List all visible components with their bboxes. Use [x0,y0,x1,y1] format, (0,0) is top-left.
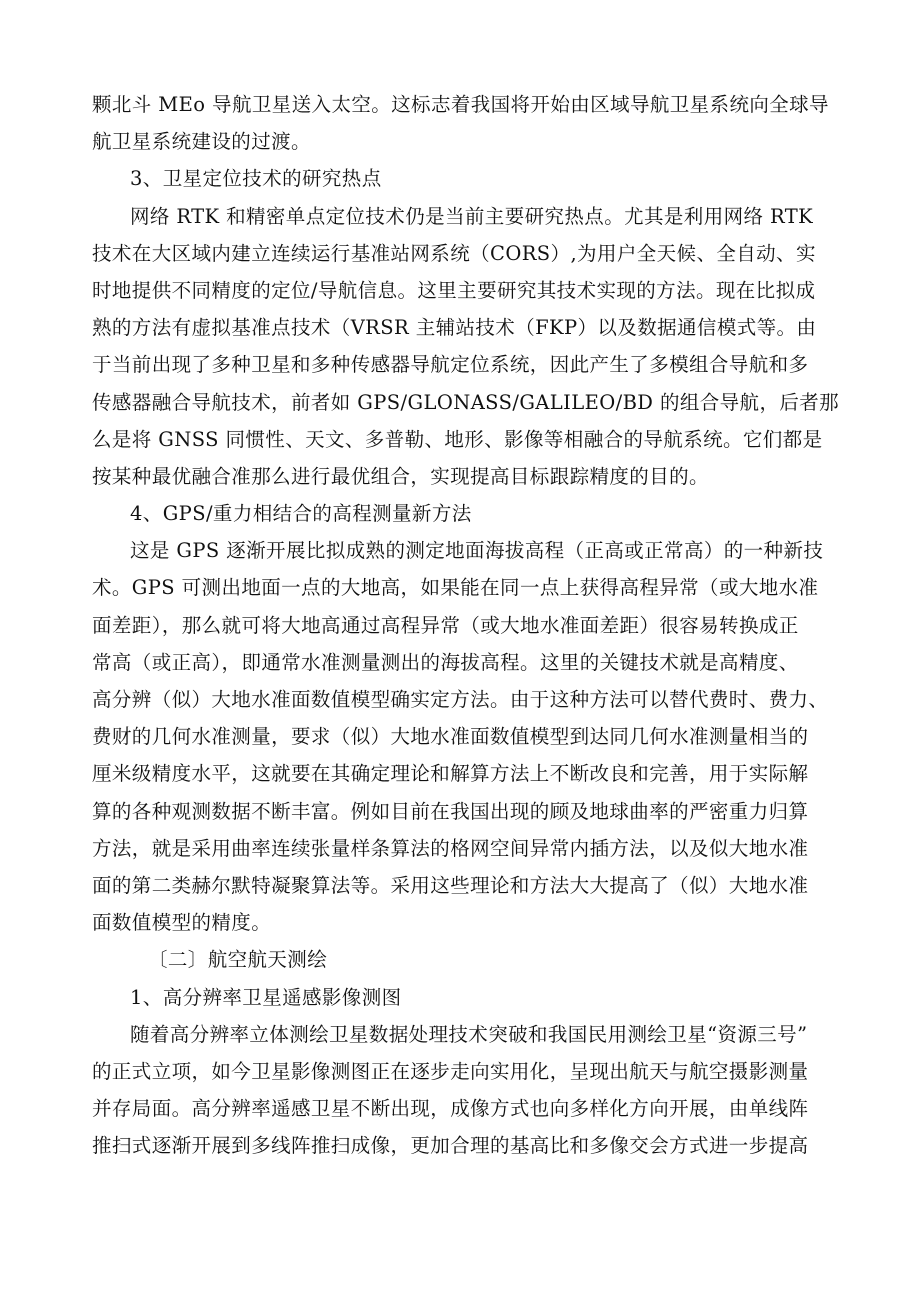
text-line: 算的各种观测数据不断丰富。例如目前在我国出现的顾及地球曲率的严密重力归算 [92,799,809,823]
section-heading: 3、卫星定位技术的研究热点 [130,167,382,191]
text-line: 传感器融合导航技术，前者如 GPS/GLONASS/GALILEO/BD 的组合导航，后者那 [92,390,840,414]
text-line: 按某种最优融合准那么进行最优组合，实现提高目标跟踪精度的目的。 [92,464,709,488]
text-line: 高分辨（似）大地水准面数值模型确实定方法。由于这种方法可以替代费时、费力、 [92,688,829,711]
paragraph-first-line: 这是 GPS 逐渐开展比拟成熟的测定地面海拔高程（正高或正常高）的一种新技 [130,539,824,563]
text-line: 的正式立项，如今卫星影像测图正在逐步走向实用化，呈现出航天与航空摄影测量 [92,1059,809,1083]
text-line: 面差距），那么就可将大地高通过高程异常（或大地水准面差距）很容易转换成正 [92,613,799,637]
text-line: 时地提供不同精度的定位/导航信息。这里主要研究其技术实现的方法。现在比拟成 [92,278,816,302]
text-line: 方法，就是采用曲率连续张量样条算法的格网空间异常内插方法，以及似大地水准 [92,836,809,860]
text-line: 么是将 GNSS 同惯性、天文、多普勒、地形、影像等相融合的导航系统。它们都是 [92,427,823,451]
text-line: 术。GPS 可测出地面一点的大地高，如果能在同一点上获得高程异常（或大地水准 [92,576,819,600]
chapter-heading: 〔二〕航空航天测绘 [148,948,328,972]
text-line: 推扫式逐渐开展到多线阵推扫成像，更加合理的基高比和多像交会方式进一步提高 [92,1134,809,1158]
text-line: 航卫星系统建设的过渡。 [92,130,311,154]
section-heading: 4、GPS/重力相结合的高程测量新方法 [130,502,472,526]
text-line: 熟的方法有虚拟基准点技术（VRSR 主辅站技术（FKP）以及数据通信模式等。由 [92,316,817,340]
paragraph-first-line: 网络 RTK 和精密单点定位技术仍是当前主要研究热点。尤其是利用网络 RTK [130,204,814,228]
text-line: 厘米级精度水平，这就要在其确定理论和解算方法上不断改良和完善，用于实际解 [92,762,809,786]
document-body [92,86,840,1164]
text-line: 面数值模型的精度。 [92,911,272,935]
text-line: 颗北斗 MEo 导航卫星送入太空。这标志着我国将开始由区域导航卫星系统向全球导 [92,93,829,116]
text-line: 技术在大区域内建立连续运行基准站网系统（CORS）,为用户全天候、全自动、实 [92,241,816,265]
text-line: 费财的几何水准测量，要求（似）大地水准面数值模型到达同几何水准测量相当的 [92,725,809,749]
text-line: 面的第二类赫尔默特凝聚算法等。采用这些理论和方法大大提高了（似）大地水准 [92,873,809,897]
text-line: 于当前出现了多种卫星和多种传感器导航定位系统，因此产生了多模组合导航和多 [92,353,809,377]
text-line: 并存局面。高分辨率遥感卫星不断出现，成像方式也向多样化方向开展，由单线阵 [92,1097,809,1121]
paragraph-first-line: 随着高分辨率立体测绘卫星数据处理技术突破和我国民用测绘卫星“资源三号” [130,1022,808,1046]
section-heading: 1、高分辨率卫星遥感影像测图 [130,985,402,1009]
text-line: 常高（或正高），即通常水准测量测出的海拔高程。这里的关键技术就是高精度、 [92,650,799,674]
